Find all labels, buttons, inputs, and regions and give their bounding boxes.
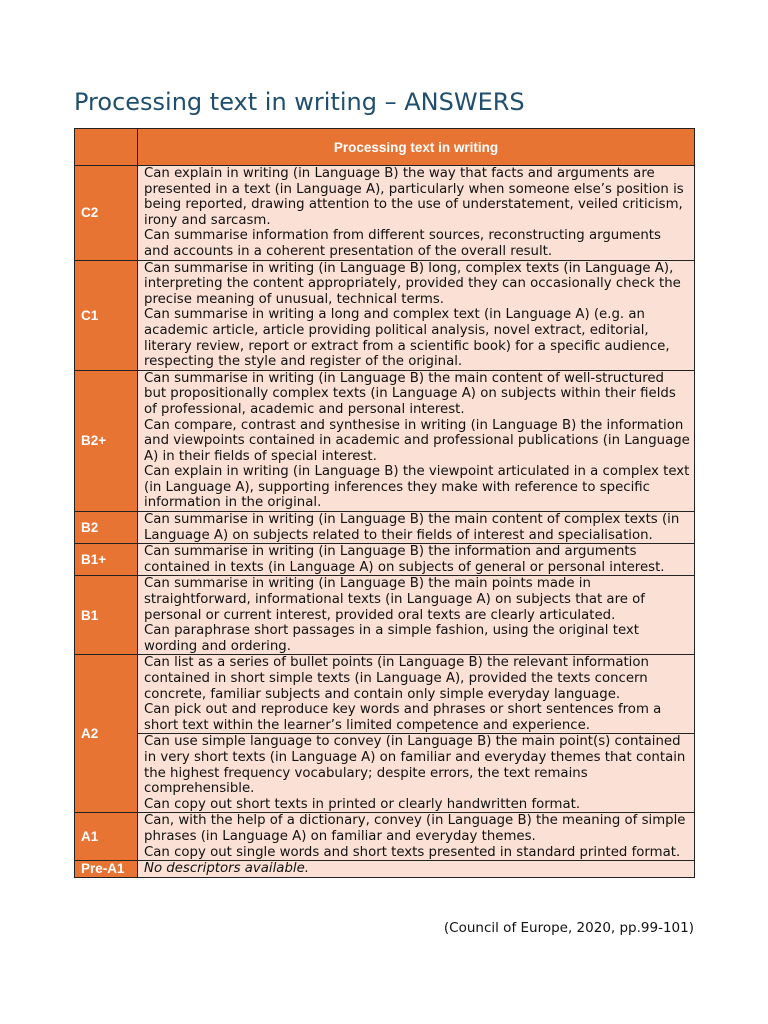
descriptor-cell: [138, 544, 695, 576]
table-row: [75, 260, 695, 370]
descriptor-cell: [138, 166, 695, 261]
descriptor-text: Can copy out single words and short texts presented in standard printed format.: [144, 844, 681, 860]
descriptor-text: Can pick out and reproduce key words and phrases or short sentences from a short text within the learner’s limited competence and experience.: [144, 702, 662, 733]
table-header: Processing text in writing: [138, 129, 695, 166]
table-row: [75, 655, 695, 734]
descriptor-text: No descriptors available.: [144, 861, 309, 877]
descriptor-cell: [138, 655, 695, 734]
level-label: C2: [75, 166, 138, 261]
descriptor-text: Can summarise in writing (in Language B) long, complex texts (in Language A), interpreting the content appropriately, provided they can occasionally check the precise meaning of unusual, technical terms.: [144, 260, 681, 307]
descriptor-text: Can summarise in writing (in Language B) the main points made in straightforward, informational texts (in Language A) on subjects that are of personal or current interest, provided oral texts are clearly articulated.: [144, 576, 645, 623]
table-row: [75, 734, 695, 813]
descriptor-text: Can, with the help of a dictionary, convey (in Language B) the meaning of simple phrases (in Language A) on familiar and everyday themes.: [144, 813, 686, 844]
descriptor-text: Can explain in writing (in Language B) the viewpoint articulated in a complex text (in Language A), supporting inferences they make with reference to specific information in the original.: [144, 464, 690, 511]
descriptor-cell: [138, 734, 695, 813]
level-label: A1: [75, 813, 138, 861]
level-label: Pre-A1: [75, 861, 138, 878]
descriptor-cell: [138, 813, 695, 861]
table-row: [75, 813, 695, 861]
table-row: [75, 576, 695, 655]
descriptor-text: Can use simple language to convey (in Language B) the main point(s) contained in very short texts (in Language A) on familiar and everyday themes that contain the highest frequency vocabulary; despite errors, the text remains comprehensible.: [144, 734, 686, 797]
descriptor-text: Can summarise in writing (in Language B) the main content of complex texts (in Language A) on subjects related to their fields of interest and specialisation.: [144, 512, 680, 543]
level-label: C1: [75, 260, 138, 370]
level-label: B1: [75, 576, 138, 655]
descriptor-cell: [138, 512, 695, 544]
descriptor-cell: [138, 260, 695, 370]
level-label: B2: [75, 512, 138, 544]
descriptor-table: [74, 128, 695, 878]
table-header-row: [75, 129, 695, 166]
descriptor-cell: [138, 861, 695, 878]
level-label: B1+: [75, 544, 138, 576]
table-row: [75, 512, 695, 544]
page-title: Processing text in writing – ANSWERS: [74, 88, 525, 116]
level-label: A2: [75, 655, 138, 813]
descriptor-text: Can paraphrase short passages in a simple fashion, using the original text wording and ordering.: [144, 623, 639, 654]
table-corner-cell: [75, 129, 138, 166]
descriptor-text: Can summarise in writing (in Language B) the main content of well-structured but propositionally complex texts (in Language A) on subjects within their fields of professional, academic and personal interest.: [144, 370, 676, 417]
citation: (Council of Europe, 2020, pp.99-101): [443, 920, 694, 936]
descriptor-text: Can summarise in writing a long and complex text (in Language A) (e.g. an academic article, article providing political analysis, novel extract, editorial, literary review, report or extract from a scientific book) for a specific audience, respecting the style and register of the original.: [144, 307, 670, 370]
table-row: [75, 370, 695, 511]
descriptor-cell: [138, 370, 695, 511]
descriptor-text: Can summarise in writing (in Language B) the information and arguments contained in texts (in Language A) on subjects of general or personal interest.: [144, 544, 665, 575]
descriptor-cell: [138, 576, 695, 655]
table-row: [75, 166, 695, 261]
descriptor-text: Can list as a series of bullet points (in Language B) the relevant information contained in short simple texts (in Language A), provided the texts concern concrete, familiar subjects and contain only simple everyday language.: [144, 655, 649, 702]
descriptor-text: Can summarise information from different sources, reconstructing arguments and accounts in a coherent presentation of the overall result.: [144, 228, 661, 259]
descriptor-text: Can compare, contrast and synthesise in writing (in Language B) the information and viewpoints contained in academic and professional publications (in Language A) in their fields of special interest.: [144, 417, 690, 464]
table-row: [75, 544, 695, 576]
table-row: [75, 861, 695, 878]
descriptor-text: Can copy out short texts in printed or clearly handwritten format.: [144, 796, 581, 812]
descriptor-text: Can explain in writing (in Language B) the way that facts and arguments are presented in a text (in Language A), particularly when someone else’s position is being reported, drawing attention to the use of understatement, veiled criticism, irony and sarcasm.: [144, 166, 684, 228]
level-label: B2+: [75, 370, 138, 511]
